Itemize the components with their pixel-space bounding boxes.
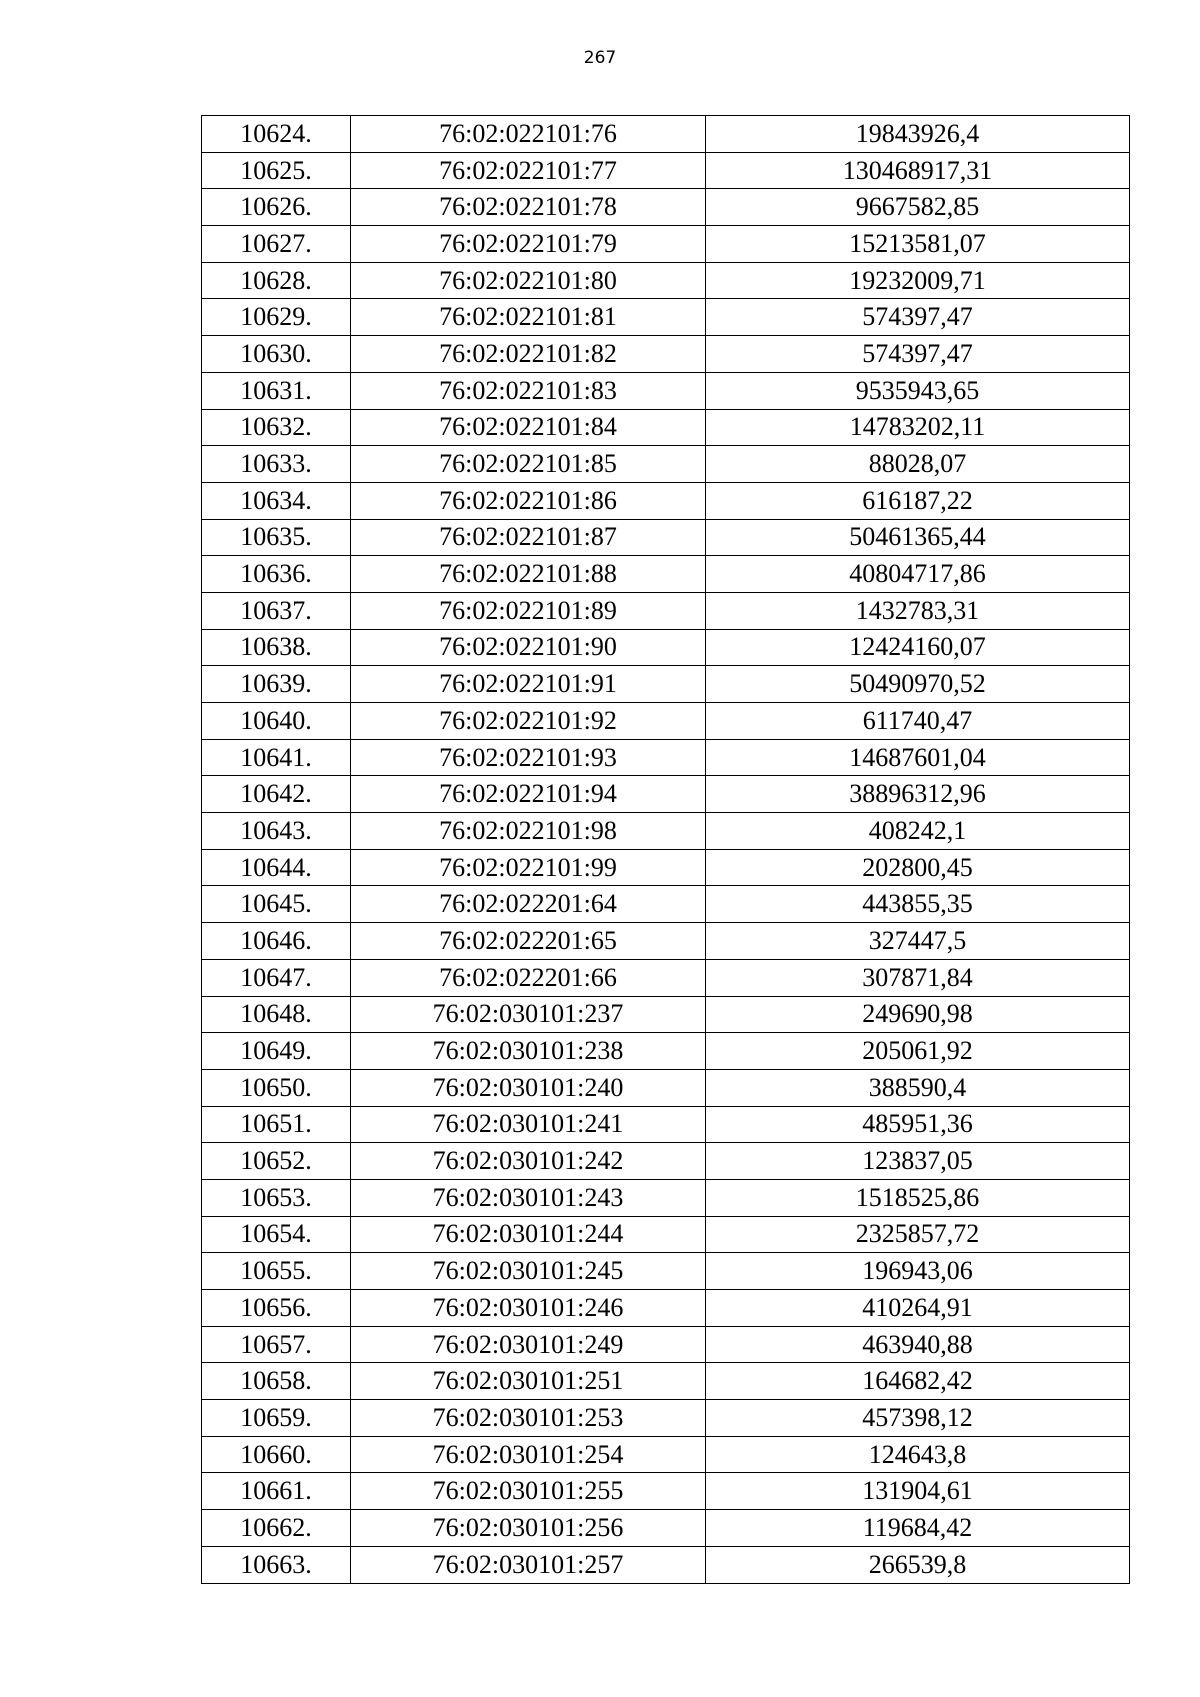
table-row xyxy=(202,1143,1130,1180)
cadastral-number-cell: 76:02:022101:94 xyxy=(351,776,706,813)
cadastral-value-cell: 202800,45 xyxy=(706,849,1130,886)
cadastral-value-cell: 574397,47 xyxy=(706,299,1130,336)
row-number-cell: 10641. xyxy=(202,739,351,776)
table-row xyxy=(202,739,1130,776)
cadastral-number-cell: 76:02:022101:79 xyxy=(351,226,706,263)
table-row xyxy=(202,226,1130,263)
cadastral-number-cell: 76:02:022101:83 xyxy=(351,372,706,409)
table-row xyxy=(202,1326,1130,1363)
cadastral-value-cell: 388590,4 xyxy=(706,1069,1130,1106)
cadastral-value-cell: 410264,91 xyxy=(706,1290,1130,1327)
table-row xyxy=(202,1363,1130,1400)
cadastral-value-cell: 457398,12 xyxy=(706,1400,1130,1437)
row-number-cell: 10651. xyxy=(202,1106,351,1143)
cadastral-number-cell: 76:02:030101:237 xyxy=(351,996,706,1033)
cadastral-number-cell: 76:02:030101:241 xyxy=(351,1106,706,1143)
cadastral-value-cell: 124643,8 xyxy=(706,1436,1130,1473)
row-number-cell: 10630. xyxy=(202,336,351,373)
table-row xyxy=(202,1253,1130,1290)
cadastral-value-cell: 196943,06 xyxy=(706,1253,1130,1290)
row-number-cell: 10645. xyxy=(202,886,351,923)
row-number-cell: 10648. xyxy=(202,996,351,1033)
cadastral-value-cell: 616187,22 xyxy=(706,482,1130,519)
row-number-cell: 10624. xyxy=(202,116,351,153)
cadastral-number-cell: 76:02:030101:244 xyxy=(351,1216,706,1253)
cadastral-number-cell: 76:02:022101:85 xyxy=(351,446,706,483)
table-row xyxy=(202,1106,1130,1143)
table-row xyxy=(202,1510,1130,1547)
row-number-cell: 10654. xyxy=(202,1216,351,1253)
row-number-cell: 10640. xyxy=(202,703,351,740)
cadastral-number-cell: 76:02:030101:246 xyxy=(351,1290,706,1327)
table-row xyxy=(202,556,1130,593)
table-row xyxy=(202,1033,1130,1070)
cadastral-number-cell: 76:02:022101:90 xyxy=(351,629,706,666)
table-row xyxy=(202,886,1130,923)
table-row xyxy=(202,923,1130,960)
row-number-cell: 10649. xyxy=(202,1033,351,1070)
cadastral-value-cell: 463940,88 xyxy=(706,1326,1130,1363)
cadastral-number-cell: 76:02:030101:238 xyxy=(351,1033,706,1070)
row-number-cell: 10661. xyxy=(202,1473,351,1510)
table-row xyxy=(202,409,1130,446)
row-number-cell: 10626. xyxy=(202,189,351,226)
table-row xyxy=(202,703,1130,740)
row-number-cell: 10652. xyxy=(202,1143,351,1180)
row-number-cell: 10663. xyxy=(202,1546,351,1583)
table-row xyxy=(202,116,1130,153)
row-number-cell: 10659. xyxy=(202,1400,351,1437)
cadastral-number-cell: 76:02:022101:77 xyxy=(351,152,706,189)
table-row xyxy=(202,1216,1130,1253)
cadastral-number-cell: 76:02:030101:245 xyxy=(351,1253,706,1290)
table-row xyxy=(202,666,1130,703)
cadastral-value-cell: 443855,35 xyxy=(706,886,1130,923)
cadastral-value-cell: 50461365,44 xyxy=(706,519,1130,556)
cadastral-number-cell: 76:02:022101:80 xyxy=(351,262,706,299)
cadastral-number-cell: 76:02:030101:240 xyxy=(351,1069,706,1106)
table-row xyxy=(202,996,1130,1033)
row-number-cell: 10644. xyxy=(202,849,351,886)
cadastral-number-cell: 76:02:030101:243 xyxy=(351,1179,706,1216)
cadastral-number-cell: 76:02:030101:255 xyxy=(351,1473,706,1510)
cadastral-number-cell: 76:02:022101:93 xyxy=(351,739,706,776)
table-row xyxy=(202,446,1130,483)
cadastral-value-cell: 9535943,65 xyxy=(706,372,1130,409)
row-number-cell: 10658. xyxy=(202,1363,351,1400)
row-number-cell: 10655. xyxy=(202,1253,351,1290)
cadastral-value-cell: 130468917,31 xyxy=(706,152,1130,189)
cadastral-value-cell: 19843926,4 xyxy=(706,116,1130,153)
row-number-cell: 10642. xyxy=(202,776,351,813)
row-number-cell: 10636. xyxy=(202,556,351,593)
row-number-cell: 10643. xyxy=(202,813,351,850)
table-row xyxy=(202,1290,1130,1327)
cadastral-value-cell: 12424160,07 xyxy=(706,629,1130,666)
cadastral-number-cell: 76:02:022101:92 xyxy=(351,703,706,740)
table-row xyxy=(202,776,1130,813)
row-number-cell: 10657. xyxy=(202,1326,351,1363)
table-row xyxy=(202,152,1130,189)
table-row xyxy=(202,849,1130,886)
cadastral-value-cell: 14687601,04 xyxy=(706,739,1130,776)
row-number-cell: 10653. xyxy=(202,1179,351,1216)
row-number-cell: 10656. xyxy=(202,1290,351,1327)
cadastral-value-cell: 9667582,85 xyxy=(706,189,1130,226)
cadastral-value-cell: 50490970,52 xyxy=(706,666,1130,703)
page-number: 267 xyxy=(583,48,617,68)
row-number-cell: 10646. xyxy=(202,923,351,960)
cadastral-value-cell: 15213581,07 xyxy=(706,226,1130,263)
row-number-cell: 10650. xyxy=(202,1069,351,1106)
row-number-cell: 10625. xyxy=(202,152,351,189)
cadastral-value-cell: 408242,1 xyxy=(706,813,1130,850)
table-row xyxy=(202,629,1130,666)
row-number-cell: 10647. xyxy=(202,959,351,996)
row-number-cell: 10662. xyxy=(202,1510,351,1547)
row-number-cell: 10629. xyxy=(202,299,351,336)
row-number-cell: 10637. xyxy=(202,592,351,629)
cadastral-value-cell: 249690,98 xyxy=(706,996,1130,1033)
cadastral-value-cell: 1432783,31 xyxy=(706,592,1130,629)
cadastral-number-cell: 76:02:022101:99 xyxy=(351,849,706,886)
cadastral-value-cell: 164682,42 xyxy=(706,1363,1130,1400)
table-row xyxy=(202,1546,1130,1583)
cadastral-number-cell: 76:02:022101:87 xyxy=(351,519,706,556)
cadastral-value-cell: 2325857,72 xyxy=(706,1216,1130,1253)
table-row xyxy=(202,1179,1130,1216)
row-number-cell: 10634. xyxy=(202,482,351,519)
cadastral-value-cell: 327447,5 xyxy=(706,923,1130,960)
cadastral-number-cell: 76:02:022201:66 xyxy=(351,959,706,996)
table-row xyxy=(202,1436,1130,1473)
table-row xyxy=(202,299,1130,336)
table-row xyxy=(202,189,1130,226)
cadastral-number-cell: 76:02:022101:89 xyxy=(351,592,706,629)
cadastral-value-cell: 266539,8 xyxy=(706,1546,1130,1583)
cadastral-number-cell: 76:02:022101:76 xyxy=(351,116,706,153)
table-row xyxy=(202,1069,1130,1106)
cadastral-number-cell: 76:02:022201:65 xyxy=(351,923,706,960)
table-row xyxy=(202,592,1130,629)
row-number-cell: 10631. xyxy=(202,372,351,409)
row-number-cell: 10628. xyxy=(202,262,351,299)
cadastral-number-cell: 76:02:022101:78 xyxy=(351,189,706,226)
row-number-cell: 10639. xyxy=(202,666,351,703)
cadastral-value-cell: 123837,05 xyxy=(706,1143,1130,1180)
cadastral-value-cell: 119684,42 xyxy=(706,1510,1130,1547)
cadastral-number-cell: 76:02:022101:98 xyxy=(351,813,706,850)
cadastral-number-cell: 76:02:022101:81 xyxy=(351,299,706,336)
cadastral-value-cell: 38896312,96 xyxy=(706,776,1130,813)
cadastral-value-cell: 485951,36 xyxy=(706,1106,1130,1143)
table-row xyxy=(202,1400,1130,1437)
records-table xyxy=(201,115,1130,1584)
cadastral-number-cell: 76:02:030101:253 xyxy=(351,1400,706,1437)
cadastral-number-cell: 76:02:030101:242 xyxy=(351,1143,706,1180)
cadastral-value-cell: 307871,84 xyxy=(706,959,1130,996)
cadastral-value-cell: 611740,47 xyxy=(706,703,1130,740)
cadastral-number-cell: 76:02:030101:257 xyxy=(351,1546,706,1583)
row-number-cell: 10633. xyxy=(202,446,351,483)
table-row xyxy=(202,519,1130,556)
cadastral-value-cell: 40804717,86 xyxy=(706,556,1130,593)
table-row xyxy=(202,482,1130,519)
table-row xyxy=(202,372,1130,409)
row-number-cell: 10627. xyxy=(202,226,351,263)
cadastral-number-cell: 76:02:022101:86 xyxy=(351,482,706,519)
cadastral-value-cell: 205061,92 xyxy=(706,1033,1130,1070)
table-body xyxy=(202,116,1130,1584)
cadastral-value-cell: 131904,61 xyxy=(706,1473,1130,1510)
cadastral-value-cell: 88028,07 xyxy=(706,446,1130,483)
cadastral-value-cell: 1518525,86 xyxy=(706,1179,1130,1216)
cadastral-number-cell: 76:02:022101:91 xyxy=(351,666,706,703)
cadastral-value-cell: 574397,47 xyxy=(706,336,1130,373)
table-row xyxy=(202,813,1130,850)
cadastral-number-cell: 76:02:022101:84 xyxy=(351,409,706,446)
cadastral-number-cell: 76:02:030101:254 xyxy=(351,1436,706,1473)
cadastral-number-cell: 76:02:022101:82 xyxy=(351,336,706,373)
table-row xyxy=(202,1473,1130,1510)
cadastral-number-cell: 76:02:022101:88 xyxy=(351,556,706,593)
table-row xyxy=(202,336,1130,373)
cadastral-value-cell: 14783202,11 xyxy=(706,409,1130,446)
table-row xyxy=(202,262,1130,299)
table-row xyxy=(202,959,1130,996)
cadastral-number-cell: 76:02:030101:256 xyxy=(351,1510,706,1547)
row-number-cell: 10632. xyxy=(202,409,351,446)
cadastral-number-cell: 76:02:030101:249 xyxy=(351,1326,706,1363)
cadastral-number-cell: 76:02:022201:64 xyxy=(351,886,706,923)
cadastral-number-cell: 76:02:030101:251 xyxy=(351,1363,706,1400)
row-number-cell: 10660. xyxy=(202,1436,351,1473)
row-number-cell: 10635. xyxy=(202,519,351,556)
row-number-cell: 10638. xyxy=(202,629,351,666)
cadastral-value-cell: 19232009,71 xyxy=(706,262,1130,299)
